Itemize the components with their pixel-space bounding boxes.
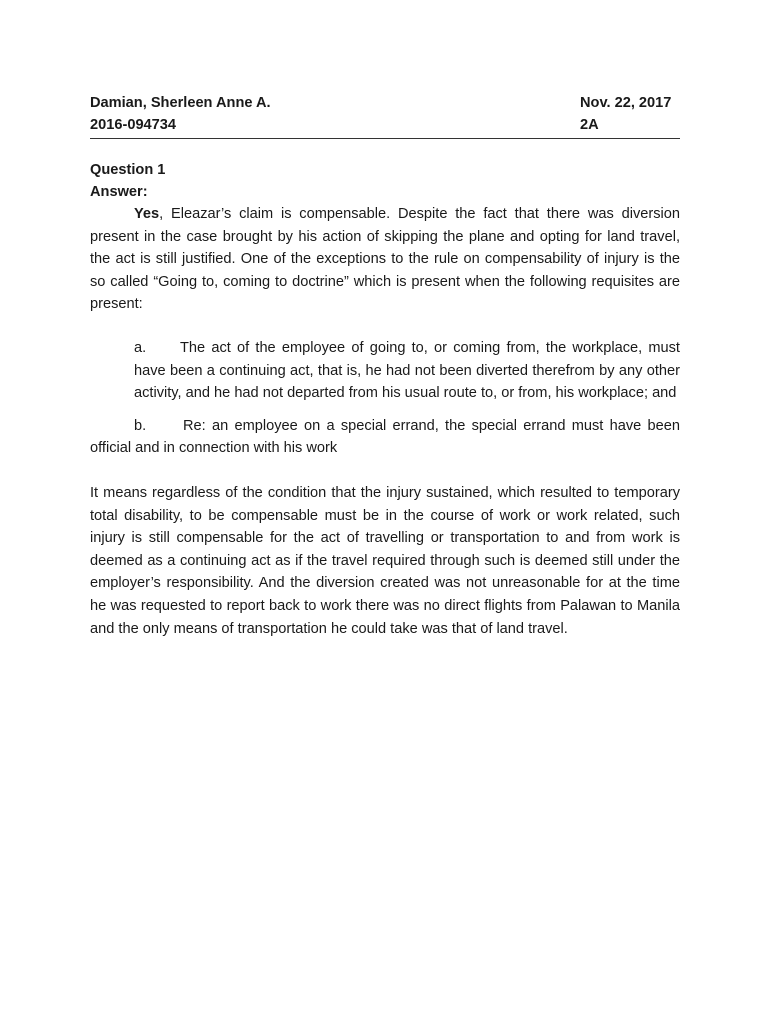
header-divider	[90, 138, 680, 139]
student-id: 2016-094734	[90, 117, 177, 133]
requisite-text-a: The act of the employee of going to, or coming from, the workplace, must have been a continuing act, that is, he had not been diverted therefrom by any other activity, and he had not departed from his usual route to, or from, his workplace; and	[134, 339, 680, 402]
header-row-2	[90, 114, 680, 136]
requisite-item-b	[90, 415, 680, 460]
answer-intro-text: , Eleazar’s claim is compensable. Despite the fact that there was diversion present in the case brought by his action of skipping the plane and opting for land travel, the act is still justified. One of the exceptions to the rule on compensability of injury is the so called “Going to, coming to doctrine” which is present when the following requisites are present:	[90, 206, 680, 313]
requisite-marker-a: a.	[134, 339, 147, 356]
answer-intro-paragraph	[90, 203, 680, 316]
section-label: 2A	[580, 117, 599, 133]
document-page	[90, 92, 680, 655]
student-name: Damian, Sherleen Anne A.	[90, 95, 271, 111]
document-date: Nov. 22, 2017	[580, 95, 672, 111]
header-row-1	[90, 92, 680, 114]
requisite-text-b: Re: an employee on a special errand, the special errand must have been official and in connection with his work	[90, 417, 680, 457]
requisite-item-a	[134, 337, 680, 405]
answer-lead-word: Yes	[134, 206, 160, 222]
answer-label: Answer:	[90, 184, 148, 200]
requisite-marker-b: b.	[134, 417, 147, 434]
question-title: Question 1	[90, 162, 166, 178]
question-heading	[90, 159, 680, 203]
closing-paragraph: It means regardless of the condition that the injury sustained, which resulted to temporary total disability, to be compensable must be in the course of work or work related, such injury is still compensable for the act of travelling or transportation to and from work is deemed as a continuing act as if the travel required through such is deemed still under the employer’s responsibility. And the diversion created was not unreasonable for at the time he was requested to report back to work there was no direct flights from Palawan to Manila and the only means of transportation he could take was that of land travel.	[90, 484, 680, 637]
